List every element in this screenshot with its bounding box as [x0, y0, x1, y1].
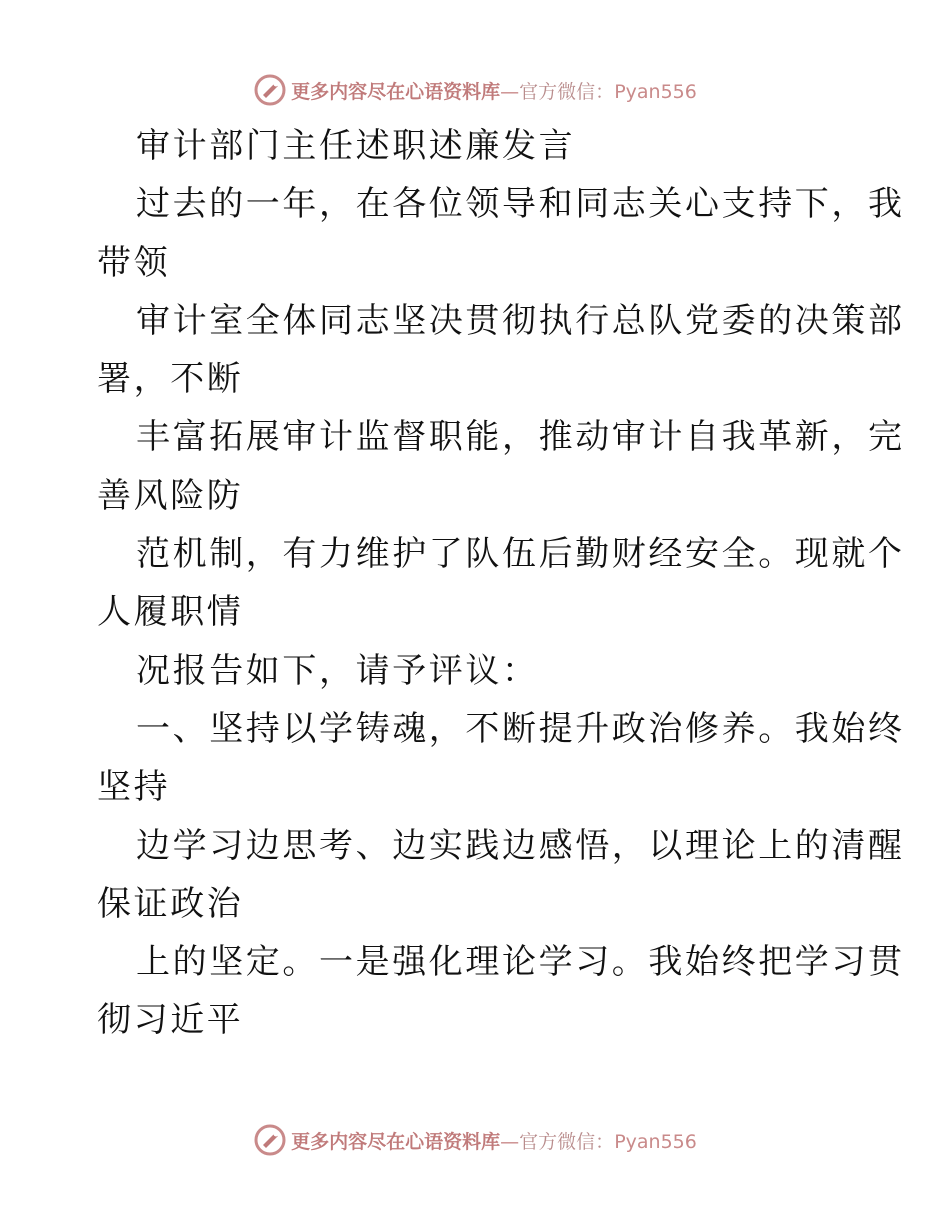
paragraph-line: 范机制，有力维护了队伍后勤财经安全。现就个	[136, 534, 905, 575]
watermark-wechat-id: Pyan556	[614, 80, 697, 103]
paragraph-line: 坚持	[97, 767, 171, 808]
watermark-main-text: 更多内容尽在心语资料库	[291, 1130, 501, 1153]
watermark-separator: —	[500, 1130, 520, 1153]
watermark-wechat-label: 官方微信：	[519, 80, 615, 103]
watermark-footer	[0, 1120, 950, 1160]
watermark-wechat-id: Pyan556	[614, 1130, 697, 1153]
paragraph-line: 保证政治	[97, 883, 244, 924]
paragraph-line: 善风险防	[97, 475, 244, 516]
watermark-separator: —	[500, 80, 520, 103]
paragraph-line: 署，不断	[97, 359, 244, 400]
watermark-header	[0, 70, 950, 110]
section-heading-line: 一、坚持以学铸魂，不断提升政治修养。我始终	[136, 708, 905, 749]
paragraph-line: 上的坚定。一是强化理论学习。我始终把学习贯	[136, 942, 905, 983]
paragraph-line: 过去的一年，在各位领导和同志关心支持下，我	[136, 184, 905, 225]
paragraph-line: 彻习近平	[97, 1000, 244, 1041]
paragraph-line: 带领	[97, 242, 171, 283]
watermark-main-text: 更多内容尽在心语资料库	[291, 80, 501, 103]
paragraph-line: 况报告如下，请予评议：	[136, 650, 539, 691]
paragraph-line: 审计室全体同志坚决贯彻执行总队党委的决策部	[136, 300, 905, 341]
watermark-wechat-label: 官方微信：	[519, 1130, 615, 1153]
document-title: 审计部门主任述职述廉发言	[136, 126, 576, 166]
paragraph-line: 边学习边思考、边实践边感悟，以理论上的清醒	[136, 825, 905, 866]
brand-logo-icon	[253, 73, 287, 107]
paragraph-line: 丰富拓展审计监督职能，推动审计自我革新，完	[136, 417, 905, 458]
brand-logo-icon	[253, 1123, 287, 1157]
paragraph-line: 人履职情	[97, 592, 244, 633]
document-body	[97, 117, 905, 1050]
